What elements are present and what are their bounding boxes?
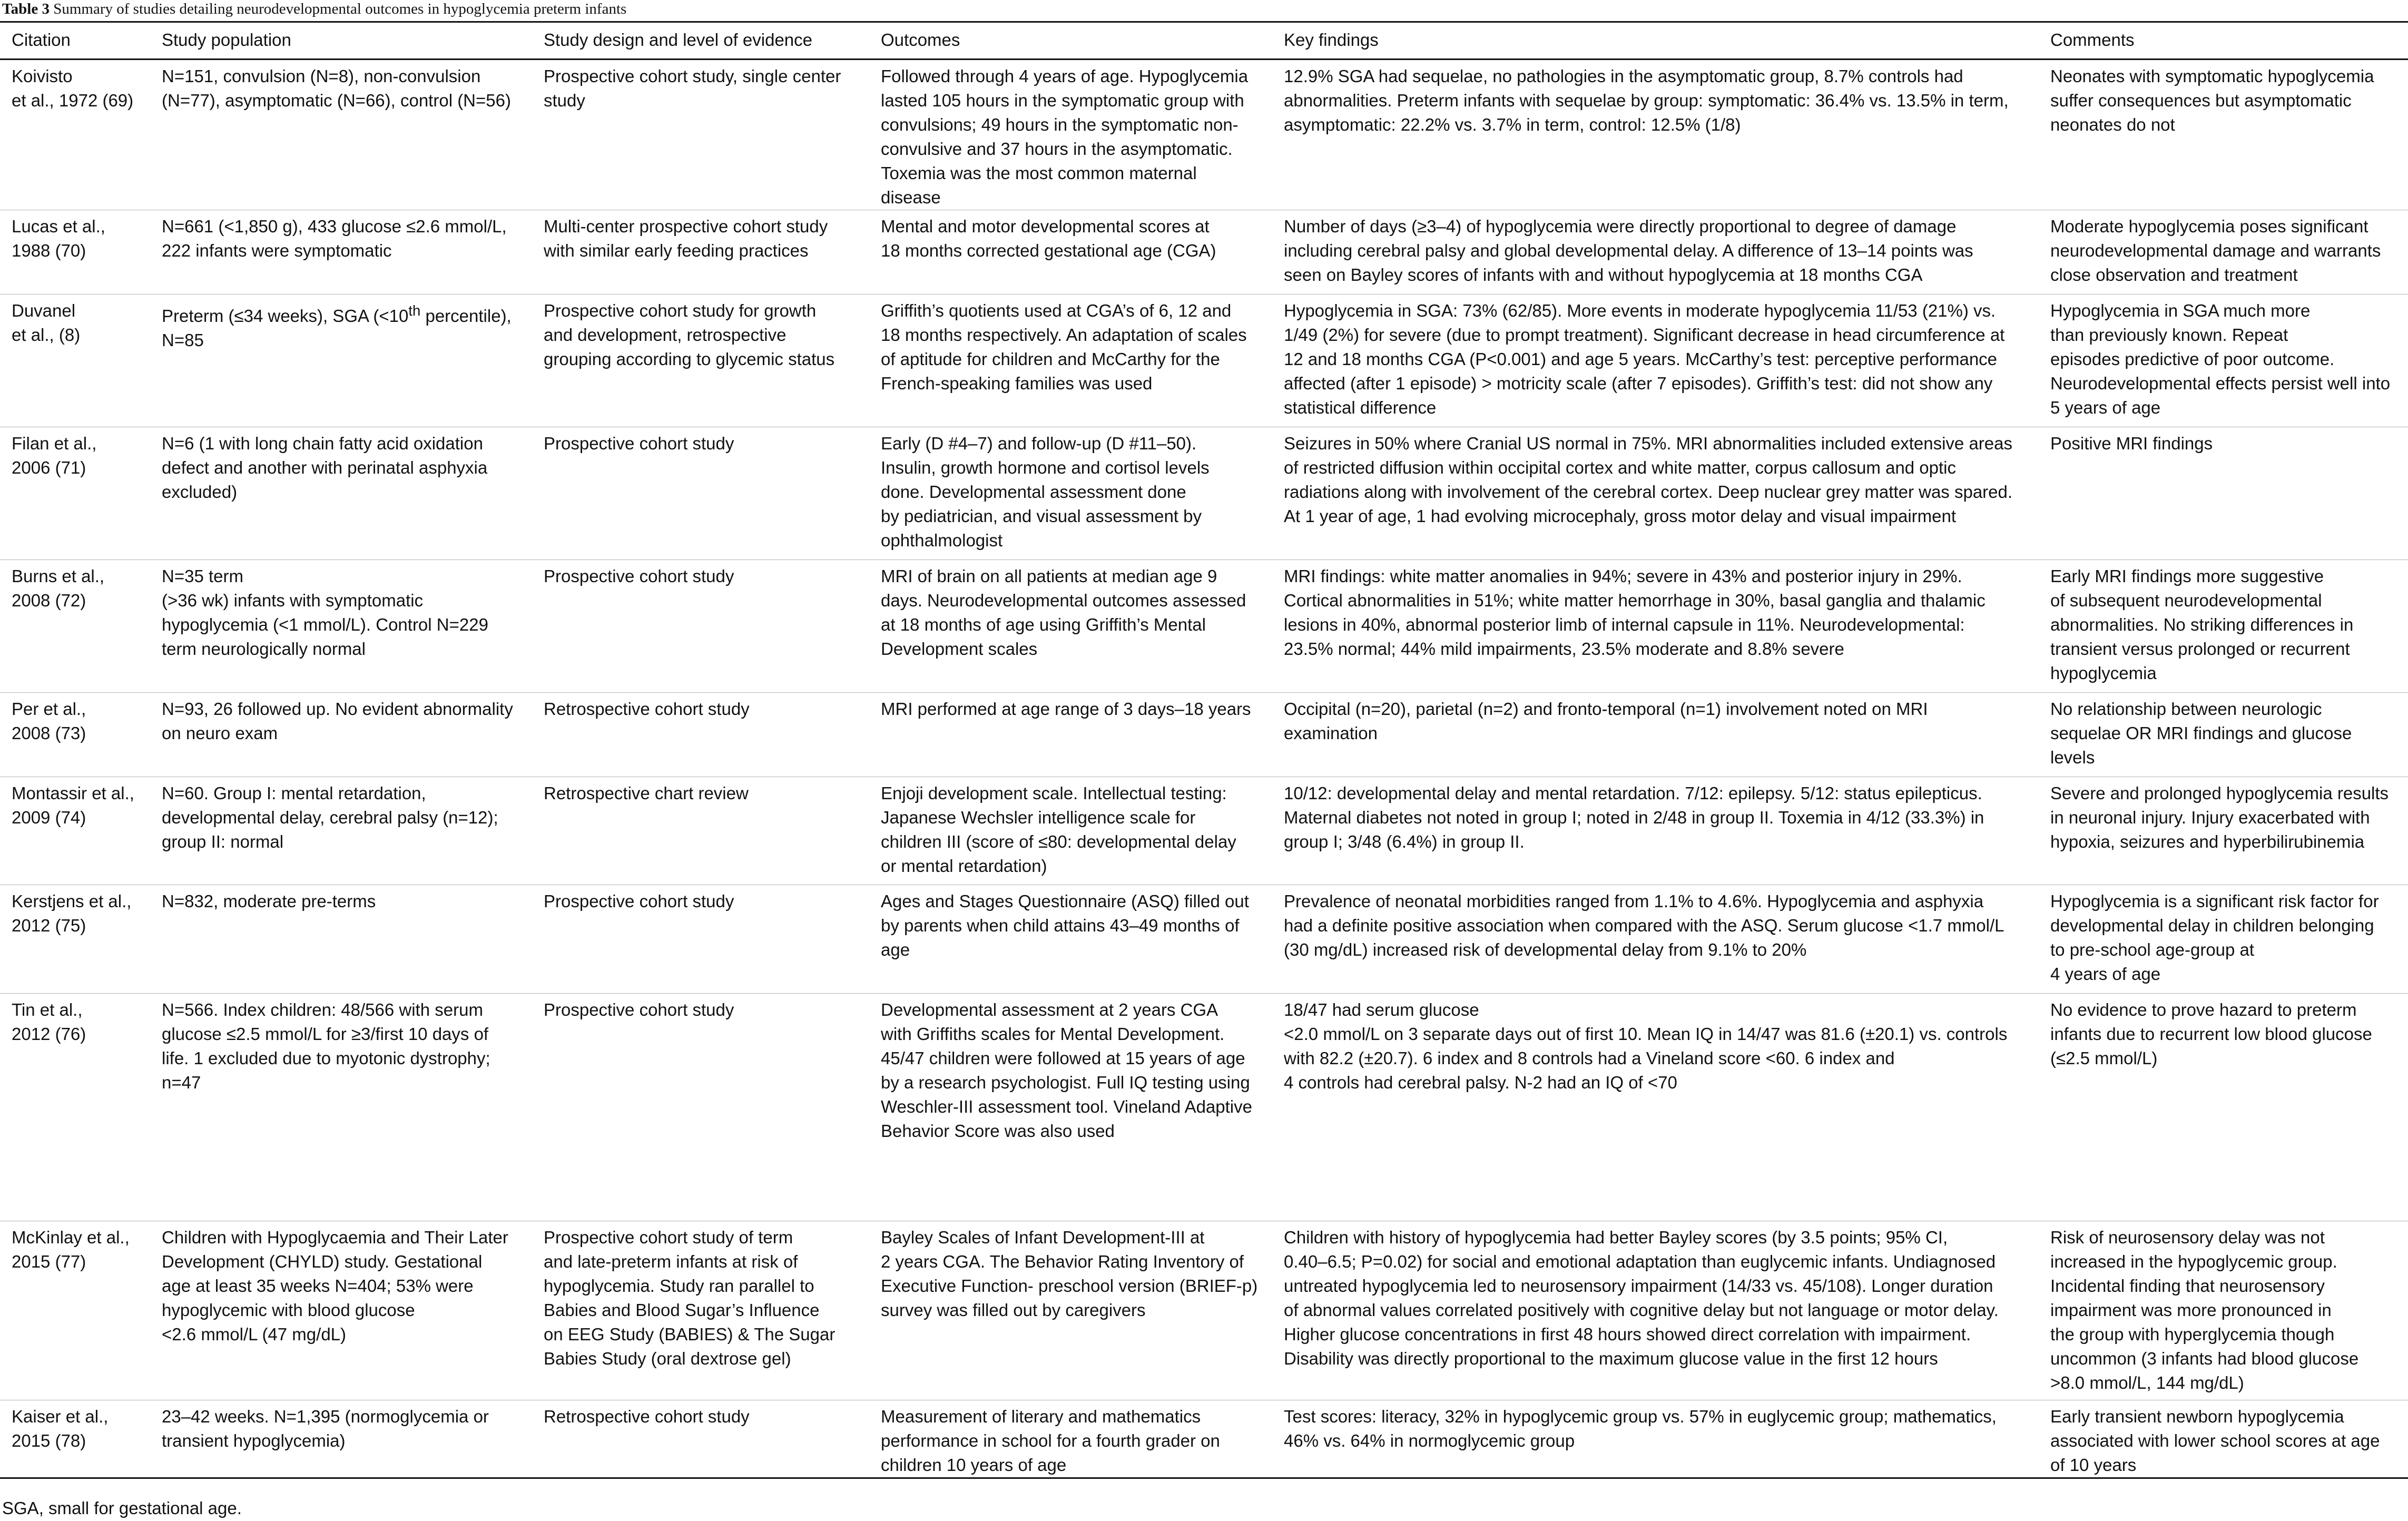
table-footnote: SGA, small for gestational age.: [2, 1498, 242, 1518]
table-row: [0, 60, 2408, 210]
cell-outcomes: Followed through 4 years of age. Hypoglycemia lasted 105 hours in the symptomatic group with convulsions; 49 hours in the symptomatic non- convulsive and 37 hours in the asymptomatic. Toxemia was the most common maternal disease: [881, 66, 1249, 207]
cell-outcomes: Developmental assessment at 2 years CGA with Griffiths scales for Mental Development. 45/47 children were followed at 15 years of age by a research psychologist. Full IQ testing using Weschler-III assessment tool. Vineland Adaptive Behavior Score was also used: [881, 1000, 1252, 1141]
cell-design: Retrospective cohort study: [544, 1407, 750, 1426]
table-caption-text: Summary of studies detailing neurodevelopmental outcomes in hypoglycemia preterm infants: [53, 1, 627, 17]
cell-key-findings: Children with history of hypoglycemia had better Bayley scores (by 3.5 points; 95% CI, 0.40–6.5; P=0.02) for social and emotional adaptation than euglycemic infants. Undiagnosed untreated hypoglycemia led to neurosensory impairment (14/33 vs. 45/108). Longer duration of abnormal values correlated positively with cognitive delay but not language or motor delay. Higher glucose concentrations in first 48 hours showed direct correlation with impairment. Disability was directly proportional to the maximum glucose value in the first 12 hours: [1284, 1228, 1999, 1368]
summary-table: [0, 21, 2408, 1479]
cell-comments: Neonates with symptomatic hypoglycemia suffer consequences but asymptomatic neonates do not: [2050, 66, 2374, 134]
cell-population: Children with Hypoglycaemia and Their Later Development (CHYLD) study. Gestational age at least 35 weeks N=404; 53% were hypoglycemic with blood glucose <2.6 mmol/L (47 mg/dL): [162, 1228, 508, 1344]
cell-comments: Hypoglycemia in SGA much more than previously known. Repeat episodes predictive of poor outcome. Neurodevelopmental effects persist well into 5 years of age: [2050, 301, 2391, 417]
cell-design: Prospective cohort study: [544, 1000, 734, 1019]
cell-comments: Moderate hypoglycemia poses significant neurodevelopmental damage and warrants close observation and treatment: [2050, 217, 2381, 284]
table-row: [0, 777, 2408, 885]
cell-citation: Kerstjens et al., 2012 (75): [12, 891, 132, 935]
table-row: [0, 295, 2408, 427]
cell-comments: No evidence to prove hazard to preterm infants due to recurrent low blood glucose (≤2.5 mmol/L): [2050, 1000, 2372, 1068]
column-header-citation: Citation: [12, 30, 71, 50]
cell-design: Prospective cohort study of term and late-preterm infants at risk of hypoglycemia. Study ran parallel to Babies and Blood Sugar’s Influence on EEG Study (BABIES) & The Sugar Babies Study (oral dextrose gel): [544, 1228, 836, 1368]
cell-population: N=35 term (>36 wk) infants with symptomatic hypoglycemia (<1 mmol/L). Control N=229 term neurologically normal: [162, 566, 488, 659]
cell-citation: Duvanel et al., (8): [12, 301, 81, 345]
cell-design: Multi-center prospective cohort study with similar early feeding practices: [544, 217, 828, 260]
cell-design: Prospective cohort study: [544, 434, 734, 453]
cell-design: Retrospective cohort study: [544, 699, 750, 719]
cell-population: N=566. Index children: 48/566 with serum glucose ≤2.5 mmol/L for ≥3/first 10 days of life. 1 excluded due to myotonic dystrophy; n=47: [162, 1000, 490, 1092]
table-row: [0, 885, 2408, 994]
column-header-study-population: Study population: [162, 30, 291, 50]
cell-outcomes: Ages and Stages Questionnaire (ASQ) filled out by parents when child attains 43–49 months of age: [881, 891, 1249, 959]
cell-design: Prospective cohort study for growth and development, retrospective grouping according to glycemic status: [544, 301, 835, 369]
table-row: [0, 560, 2408, 693]
column-header-comments: Comments: [2050, 30, 2135, 50]
cell-citation: McKinlay et al., 2015 (77): [12, 1228, 130, 1271]
cell-population: N=151, convulsion (N=8), non-convulsion (N=77), asymptomatic (N=66), control (N=56): [162, 66, 511, 110]
cell-citation: Montassir et al., 2009 (74): [12, 783, 134, 827]
cell-population: Preterm (≤34 weeks), SGA (<10th percentile), N=85: [162, 302, 512, 350]
cell-outcomes: Griffith’s quotients used at CGA’s of 6, 12 and 18 months respectively. An adaptation of scales of aptitude for children and McCarthy for the French-speaking families was used: [881, 301, 1247, 393]
table-row: [0, 994, 2408, 1221]
cell-population: N=661 (<1,850 g), 433 glucose ≤2.6 mmol/L, 222 infants were symptomatic: [162, 217, 507, 260]
cell-design: Prospective cohort study, single center study: [544, 66, 841, 110]
table-row: [0, 210, 2408, 295]
cell-population: N=6 (1 with long chain fatty acid oxidation defect and another with perinatal asphyxia excluded): [162, 434, 488, 502]
cell-citation: Per et al., 2008 (73): [12, 699, 86, 743]
table-row: [0, 427, 2408, 560]
cell-citation: Koivisto et al., 1972 (69): [12, 66, 134, 110]
table-row: [0, 1400, 2408, 1478]
cell-key-findings: 12.9% SGA had sequelae, no pathologies in the asymptomatic group, 8.7% controls had abnormalities. Preterm infants with sequelae by group: symptomatic: 36.4% vs. 13.5% in term, asymptomatic: 22.2% vs. 3.7% in term, control: 12.5% (1/8): [1284, 66, 2009, 134]
cell-comments: Early MRI findings more suggestive of subsequent neurodevelopmental abnormalities. No striking differences in transient versus prolonged or recurrent hypoglycemia: [2050, 566, 2354, 683]
table-body: [0, 60, 2408, 1478]
cell-outcomes: Bayley Scales of Infant Development-III at 2 years CGA. The Behavior Rating Inventory of Executive Function- preschool version (BRIEF-p) survey was filled out by caregivers: [881, 1228, 1258, 1320]
cell-population: N=93, 26 followed up. No evident abnormality on neuro exam: [162, 699, 513, 743]
cell-comments: Positive MRI findings: [2050, 434, 2213, 453]
cell-population: 23–42 weeks. N=1,395 (normoglycemia or transient hypoglycemia): [162, 1407, 489, 1450]
cell-citation: Lucas et al., 1988 (70): [12, 217, 105, 260]
cell-comments: Early transient newborn hypoglycemia associated with lower school scores at age of 10 years: [2050, 1407, 2380, 1475]
cell-outcomes: Enjoji development scale. Intellectual testing: Japanese Wechsler intelligence scale for children III (score of ≤80: developmental delay or mental retardation): [881, 783, 1236, 876]
table-row: [0, 693, 2408, 777]
cell-population: N=832, moderate pre-terms: [162, 891, 376, 911]
column-header-key-findings: Key findings: [1284, 30, 1379, 50]
cell-design: Prospective cohort study: [544, 566, 734, 586]
cell-key-findings: Test scores: literacy, 32% in hypoglycemic group vs. 57% in euglycemic group; mathematics, 46% vs. 64% in normoglycemic group: [1284, 1407, 1997, 1450]
cell-key-findings: Number of days (≥3–4) of hypoglycemia were directly proportional to degree of damage including cerebral palsy and global developmental delay. A difference of 13–14 points was seen on Bayley scores of infants with and without hypoglycemia at 18 months CGA: [1284, 217, 1973, 284]
cell-key-findings: Prevalence of neonatal morbidities ranged from 1.1% to 4.6%. Hypoglycemia and asphyxia had a definite positive association when compared with the ASQ. Serum glucose <1.7 mmol/L (30 mg/dL) increased risk of developmental delay from 9.1% to 20%: [1284, 891, 2004, 959]
table-caption-label: Table 3: [2, 1, 50, 17]
cell-citation: Filan et al., 2006 (71): [12, 434, 97, 477]
column-header-study-design: Study design and level of evidence: [544, 30, 813, 50]
header-row: [0, 22, 2408, 60]
cell-key-findings: Hypoglycemia in SGA: 73% (62/85). More events in moderate hypoglycemia 11/53 (21%) vs. 1/49 (2%) for severe (due to prompt treatment). Significant decrease in head circumference at 12 and 18 months CGA (P<0.001) and age 5 years. McCarthy’s test: perceptive performance affected (after 1 episode) > motricity scale (after 7 episodes). Griffith’s test: did not show any statistical difference: [1284, 301, 2005, 417]
column-header-outcomes: Outcomes: [881, 30, 960, 50]
cell-design: Prospective cohort study: [544, 891, 734, 911]
table-row: [0, 1221, 2408, 1400]
cell-citation: Burns et al., 2008 (72): [12, 566, 105, 610]
cell-key-findings: Seizures in 50% where Cranial US normal in 75%. MRI abnormalities included extensive areas of restricted diffusion within occipital cortex and white matter, corpus callosum and optic radiations along with involvement of the cerebral cortex. Deep nuclear grey matter was spared. At 1 year of age, 1 had evolving microcephaly, gross motor delay and visual impairment: [1284, 434, 2013, 526]
cell-outcomes: MRI performed at age range of 3 days–18 years: [881, 699, 1251, 719]
cell-comments: Risk of neurosensory delay was not increased in the hypoglycemic group. Incidental finding that neurosensory impairment was more pronounced in the group with hyperglycemia though uncommon (3 infants had blood glucose >8.0 mmol/L, 144 mg/dL): [2050, 1228, 2359, 1392]
cell-outcomes: Mental and motor developmental scores at 18 months corrected gestational age (CGA): [881, 217, 1216, 260]
cell-design: Retrospective chart review: [544, 783, 749, 803]
cell-population: N=60. Group I: mental retardation, developmental delay, cerebral palsy (n=12); group II: normal: [162, 783, 498, 851]
table-caption: [2, 0, 626, 18]
cell-outcomes: Measurement of literary and mathematics performance in school for a fourth grader on children 10 years of age: [881, 1407, 1220, 1475]
cell-outcomes: Early (D #4–7) and follow-up (D #11–50). Insulin, growth hormone and cortisol levels done. Developmental assessment done by pediatrician, and visual assessment by ophthalmologist: [881, 434, 1210, 550]
cell-comments: Hypoglycemia is a significant risk factor for developmental delay in children belonging to pre-school age-group at 4 years of age: [2050, 891, 2379, 984]
cell-key-findings: 18/47 had serum glucose <2.0 mmol/L on 3 separate days out of first 10. Mean IQ in 14/47 was 81.6 (±20.1) vs. controls with 82.2 (±20.7). 6 index and 8 controls had a Vineland score <60. 6 index and 4 controls had cerebral palsy. N-2 had an IQ of <70: [1284, 1000, 2008, 1092]
cell-citation: Tin et al., 2012 (76): [12, 1000, 86, 1044]
cell-key-findings: Occipital (n=20), parietal (n=2) and fronto-temporal (n=1) involvement noted on MRI examination: [1284, 699, 1928, 743]
table-header: [0, 22, 2408, 60]
cell-outcomes: MRI of brain on all patients at median age 9 days. Neurodevelopmental outcomes assessed at 18 months of age using Griffith’s Mental Development scales: [881, 566, 1246, 659]
cell-comments: Severe and prolonged hypoglycemia results in neuronal injury. Injury exacerbated with hypoxia, seizures and hyperbilirubinemia: [2050, 783, 2389, 851]
cell-comments: No relationship between neurologic sequelae OR MRI findings and glucose levels: [2050, 699, 2352, 767]
cell-citation: Kaiser et al., 2015 (78): [12, 1407, 109, 1450]
cell-key-findings: 10/12: developmental delay and mental retardation. 7/12: epilepsy. 5/12: status epilepticus. Maternal diabetes not noted in group I; noted in 2/48 in group II. Toxemia in 4/12 (33.3%) in group I; 3/48 (6.4%) in group II.: [1284, 783, 1984, 851]
cell-key-findings: MRI findings: white matter anomalies in 94%; severe in 43% and posterior injury in 29%. Cortical abnormalities in 51%; white matter hemorrhage in 30%, basal ganglia and thalamic lesions in 40%, abnormal posterior limb of internal capsule in 11%. Neurodevelopmental: 23.5% normal; 44% mild impairments, 23.5% moderate and 8.8% severe: [1284, 566, 1986, 659]
